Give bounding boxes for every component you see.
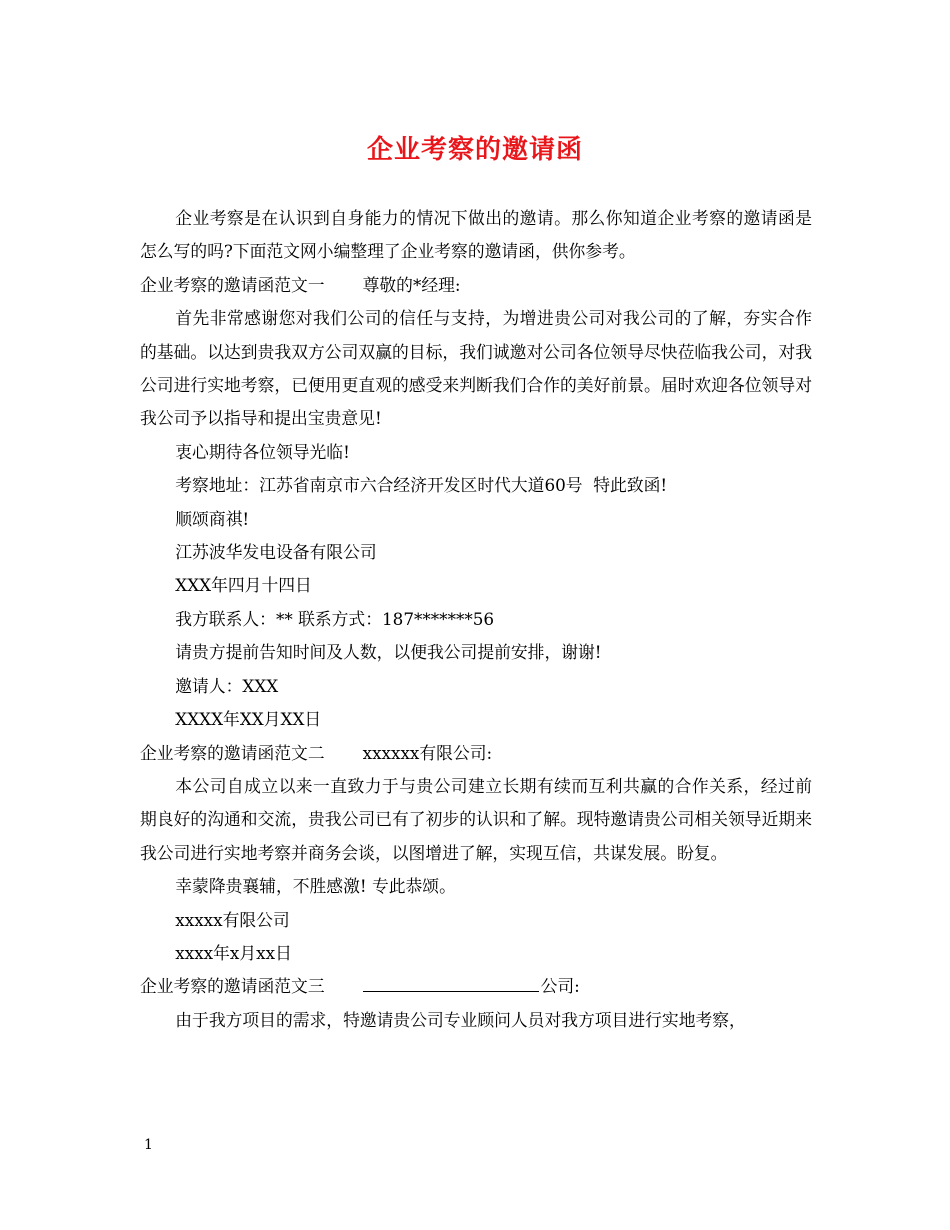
sample1-heading-row [140,269,812,302]
sample1-line: 考察地址：江苏省南京市六合经济开发区时代大道60号 特此致函! [175,475,668,496]
sample1-line: 顺颂商祺! [175,508,250,529]
sample1-heading: 企业考察的邀请函范文一 [140,274,325,295]
sample3-salutation-wrap [363,970,580,1003]
sample2-salutation: xxxxxx有限公司: [362,742,493,763]
sample2-line: xxxxx有限公司 [175,909,290,930]
page-number: 1 [144,1137,153,1153]
sample2-heading-row [140,737,812,770]
sample1-body: 首先非常感谢您对我们公司的信任与支持，为增进贵公司对我公司的了解，夯实合作的基础。以达到贵我双方公司双赢的目标，我们诚邀对公司各位领导尽快莅临我公司，对我公司进行实地考察，已便用更直观的感受来判断我们合作的美好前景。届时欢迎各位领导对我公司予以指导和提出宝贵意见! [140,308,812,429]
sample3-salutation: 公司: [540,976,580,997]
document-title: 企业考察的邀请函 [366,135,583,165]
sample3-heading: 企业考察的邀请函范文三 [140,976,325,997]
sample1-line: 江苏波华发电设备有限公司 [175,542,377,563]
sample1-line: 衷心期待各位领导光临! [175,441,350,462]
sample3-heading-row [140,970,812,1003]
intro-paragraph: 企业考察是在认识到自身能力的情况下做出的邀请。那么你知道企业考察的邀请函是怎么写的吗?下面范文网小编整理了企业考察的邀请函，供你参考。 [140,208,812,262]
sample2-line: xxxx年x月xx日 [175,942,292,963]
sample3-body: 由于我方项目的需求，特邀请贵公司专业顾问人员对我方项目进行实地考察， [175,1009,746,1030]
fill-in-blank [363,971,539,992]
sample1-line: XXXX年XX月XX日 [175,709,322,730]
sample1-line: 请贵方提前告知时间及人数，以便我公司提前安排，谢谢! [175,642,602,663]
sample2-body: 本公司自成立以来一直致力于与贵公司建立长期有续而互利共赢的合作关系，经过前期良好的沟通和交流，贵我公司已有了初步的认识和了解。现特邀请贵公司相关领导近期来我公司进行实地考察并商务会谈，以图增进了解，实现互信，共谋发展。盼复。 [140,775,812,863]
sample1-line: XXX年四月十四日 [175,575,312,596]
sample1-line: 我方联系人：** 联系方式：187*******56 [175,608,495,629]
sample1-salutation: 尊敬的*经理: [362,274,461,295]
document-body [140,202,812,1037]
sample2-heading: 企业考察的邀请函范文二 [140,742,325,763]
sample2-line: 幸蒙降贵襄辅，不胜感激! 专此恭颂。 [175,876,456,897]
sample1-line: 邀请人：XXX [175,675,279,696]
